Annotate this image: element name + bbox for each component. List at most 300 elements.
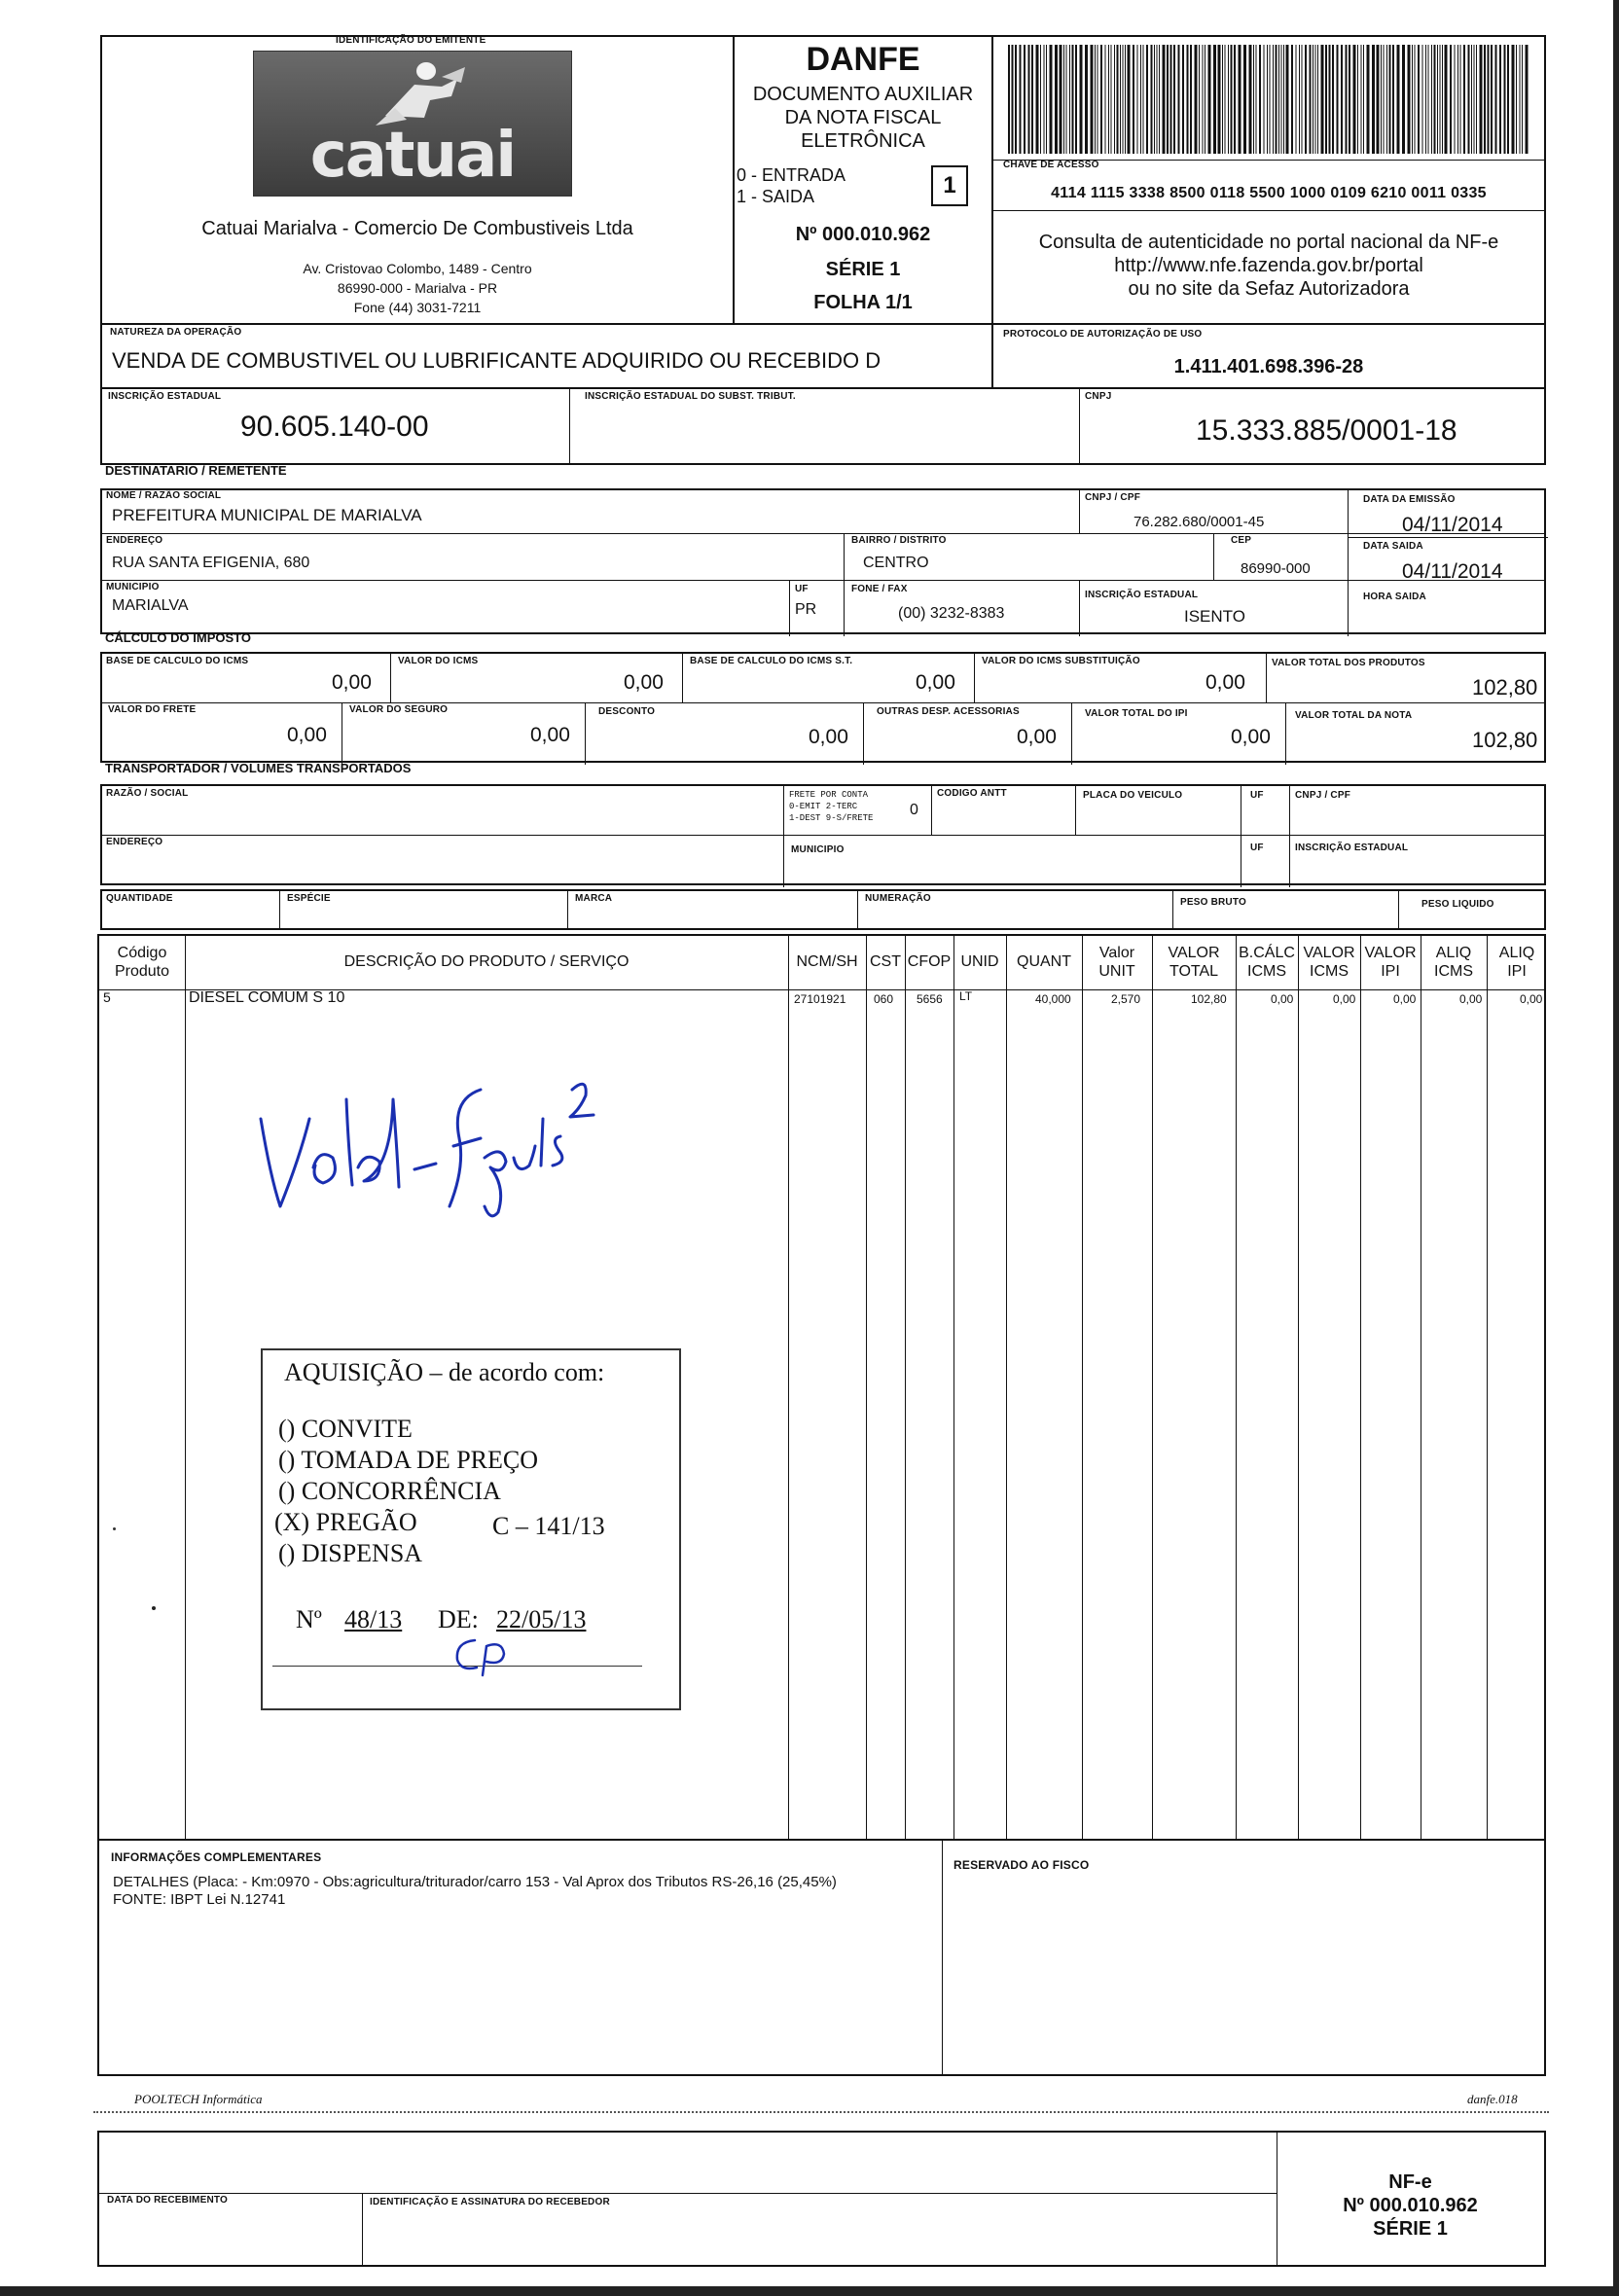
barcode-bar [1291, 45, 1293, 154]
barcode-bar [1440, 45, 1441, 154]
barcode-bar [1028, 45, 1030, 154]
barcode-bar [1317, 45, 1318, 154]
dest-municipio-label: MUNICIPIO [106, 582, 160, 592]
dest-bairro: CENTRO [863, 555, 929, 571]
protocolo-box [991, 323, 1546, 389]
barcode-bar [1203, 45, 1204, 154]
barcode-bar [1085, 45, 1088, 154]
barcode-bar [1418, 45, 1420, 154]
canhoto-nfe: NF-e [1388, 2171, 1432, 2193]
barcode-bar [1450, 45, 1452, 154]
frete-label: VALOR DO FRETE [108, 704, 197, 715]
protocolo-label: PROTOCOLO DE AUTORIZAÇÃO DE USO [1003, 329, 1203, 340]
dest-fone-label: FONE / FAX [851, 584, 908, 594]
barcode-bar [1286, 45, 1289, 154]
barcode-bar [1120, 45, 1121, 154]
barcode-bar [1389, 45, 1391, 154]
cnpj-label: CNPJ [1085, 391, 1112, 402]
barcode-bar [1187, 45, 1189, 154]
barcode-bar [1199, 45, 1200, 154]
barcode-bar [1278, 45, 1279, 154]
barcode-bar [1080, 45, 1083, 154]
stamp-numero-label: Nº [296, 1605, 322, 1633]
barcode-bar [1504, 45, 1506, 154]
col-bcalc: B.CÁLC ICMS [1239, 945, 1295, 980]
danfe-box [733, 35, 993, 325]
barcode-bar [1031, 45, 1033, 154]
barcode-bar [1050, 45, 1053, 154]
emitente-name: Catuai Marialva - Comercio De Combustiveis Ltda [201, 218, 633, 239]
cnpj-value: 15.333.885/0001-18 [1196, 414, 1457, 447]
row-vtotal: 102,80 [1191, 992, 1227, 1006]
informacoes-line-2: FONTE: IBPT Lei N.12741 [113, 1891, 286, 1908]
barcode-bar [1218, 45, 1221, 154]
chave-label: CHAVE DE ACESSO [1003, 160, 1099, 170]
barcode-bar [1178, 45, 1180, 154]
col-vipi: VALOR IPI [1364, 945, 1417, 980]
quantidade-label: QUANTIDADE [106, 893, 173, 904]
barcode-bar [1125, 45, 1126, 154]
dest-bairro-label: BAIRRO / DISTRITO [851, 535, 947, 546]
numeracao-label: NUMERAÇÃO [865, 893, 931, 904]
natureza-value: VENDA DE COMBUSTIVEL OU LUBRIFICANTE ADQUIRIDO OU RECEBIDO D [112, 348, 881, 373]
barcode-bar [1100, 45, 1102, 154]
barcode-bar [1108, 45, 1109, 154]
barcode-bar [1484, 45, 1486, 154]
barcode-bar [1337, 45, 1339, 154]
dest-saida-label: DATA SAIDA [1363, 541, 1423, 552]
imposto-section-label: CÁLCULO DO IMPOSTO [105, 630, 251, 645]
barcode-bar [1163, 45, 1166, 154]
antt-label: CODIGO ANTT [937, 788, 1007, 799]
valor-icms-label: VALOR DO ICMS [398, 656, 479, 666]
barcode-bar [1243, 45, 1246, 154]
barcode-bar [1361, 45, 1362, 154]
transp-cnpj-label: CNPJ / CPF [1295, 790, 1351, 801]
barcode-bar [1520, 45, 1521, 154]
row-bcalc: 0,00 [1271, 992, 1294, 1006]
col-unid: UNID [960, 953, 999, 971]
scan-speck [113, 1527, 116, 1530]
barcode-bar [1408, 45, 1411, 154]
barcode-bar [1228, 45, 1229, 154]
emitente-cep-city: 86990-000 - Marialva - PR [337, 280, 498, 296]
barcode-bar [1434, 45, 1436, 154]
base-icms: 0,00 [332, 671, 372, 694]
barcode-bar [1397, 45, 1400, 154]
transp-uf2-label: UF [1250, 843, 1264, 853]
danfe-title: DANFE [806, 41, 920, 78]
danfe-serie: SÉRIE 1 [825, 259, 901, 280]
col-vicms: VALOR ICMS [1303, 945, 1355, 980]
aquisicao-stamp [261, 1348, 681, 1710]
chave-box [991, 35, 1546, 325]
canhoto-data-label: DATA DO RECEBIMENTO [107, 2195, 228, 2206]
total-nota-label: VALOR TOTAL DA NOTA [1295, 710, 1413, 721]
barcode-bar [1066, 45, 1067, 154]
stamp-line-1: () CONVITE [278, 1415, 413, 1443]
row-vicms: 0,00 [1333, 992, 1356, 1006]
cut-line [93, 2111, 1549, 2113]
dest-cnpj-label: CNPJ / CPF [1085, 492, 1141, 503]
total-nota: 102,80 [1472, 728, 1538, 752]
row-unid: LT [959, 989, 973, 1003]
danfe-subtitle-1: DOCUMENTO AUXILIAR [752, 84, 974, 105]
barcode-bar [1425, 45, 1426, 154]
transportador-box [100, 784, 1546, 885]
barcode-bar [1474, 45, 1475, 154]
barcode-bar [1349, 45, 1350, 154]
canhoto-serie: SÉRIE 1 [1373, 2218, 1448, 2240]
canhoto-numero: Nº 000.010.962 [1343, 2195, 1478, 2216]
natureza-box [100, 323, 993, 389]
dest-nome: PREFEITURA MUNICIPAL DE MARIALVA [112, 506, 422, 524]
barcode-bar [1283, 45, 1284, 154]
transp-ie-label: INSCRIÇÃO ESTADUAL [1295, 843, 1409, 853]
barcode-bar [1526, 45, 1529, 154]
footer-right: danfe.018 [1467, 2092, 1518, 2106]
barcode-bar [1346, 45, 1348, 154]
scan-edge-right [1613, 0, 1619, 2296]
informacoes-line-1: DETALHES (Placa: - Km:0970 - Obs:agricultura/triturador/carro 153 - Val Aprox dos Tributos RS-26,16 (25,45%) [113, 1874, 837, 1890]
barcode-bar [1111, 45, 1112, 154]
ie-st-label: INSCRIÇÃO ESTADUAL DO SUBST. TRIBUT. [585, 391, 796, 402]
canhoto-assinatura-label: IDENTIFICAÇÃO E ASSINATURA DO RECEBEDOR [370, 2197, 610, 2207]
barcode-bar [1460, 45, 1461, 154]
peso-bruto-label: PESO BRUTO [1180, 897, 1246, 908]
barcode-bar [1024, 45, 1025, 154]
stamp-de-label: DE: [438, 1605, 479, 1633]
handwritten-signature [251, 1060, 601, 1226]
stamp-line-4-ref: C – 141/13 [492, 1512, 605, 1540]
barcode-bar [1442, 45, 1443, 154]
frete-por-conta-2: 0-EMIT 2-TERC [789, 802, 858, 811]
destinatario-section-label: DESTINATARIO / REMETENTE [105, 463, 287, 478]
dest-emissao-label: DATA DA EMISSÃO [1363, 494, 1456, 505]
dest-emissao: 04/11/2014 [1402, 514, 1503, 536]
frete-por-conta-1: FRETE POR CONTA [789, 790, 869, 800]
base-st-label: BASE DE CALCULO DO ICMS S.T. [690, 656, 853, 666]
valor-icms: 0,00 [624, 671, 664, 694]
stamp-numero: 48/13 [344, 1605, 403, 1633]
barcode-bar [1363, 45, 1364, 154]
transp-endereco-label: ENDEREÇO [106, 837, 163, 847]
col-ncm: NCM/SH [796, 953, 858, 971]
barcode-bar [1495, 45, 1497, 154]
barcode-bar [1332, 45, 1334, 154]
dest-saida: 04/11/2014 [1402, 560, 1503, 583]
barcode-bar [1516, 45, 1517, 154]
barcode-bar [1445, 45, 1448, 154]
barcode-bar [1072, 45, 1074, 154]
consulta-line-1: Consulta de autenticidade no portal nacional da NF-e [1038, 232, 1499, 253]
transp-uf-label: UF [1250, 790, 1264, 801]
barcode-bar [1305, 45, 1307, 154]
scan-speck [152, 1606, 156, 1610]
barcode-bar [1060, 45, 1062, 154]
dest-uf-label: UF [795, 584, 809, 594]
barcode-bar [1491, 45, 1493, 154]
barcode-bar [1264, 45, 1265, 154]
barcode-bar [1256, 45, 1257, 154]
outras-label: OUTRAS DESP. ACESSORIAS [877, 706, 1020, 717]
stamp-line-3: () CONCORRÊNCIA [278, 1477, 501, 1505]
row-cst: 060 [874, 992, 894, 1006]
barcode-bar [1008, 45, 1010, 154]
barcode-bar [1302, 45, 1303, 154]
barcode-bar [1299, 45, 1300, 154]
barcode-bar [1123, 45, 1124, 154]
seguro-value: 0,00 [530, 724, 570, 746]
barcode-bar [1357, 45, 1358, 154]
barcode-bar [1146, 45, 1148, 154]
barcode-bar [1249, 45, 1252, 154]
imposto-box [100, 652, 1546, 763]
danfe-subtitle-2: DA NOTA FISCAL [784, 107, 942, 128]
desconto-value: 0,00 [809, 726, 848, 748]
barcode-bar [1402, 45, 1405, 154]
col-vtotal: VALOR TOTAL [1168, 945, 1220, 980]
danfe-subtitle-3: ELETRÔNICA [801, 130, 925, 152]
barcode-bar [1457, 45, 1458, 154]
row-ncm: 27101921 [794, 992, 846, 1006]
barcode-bar [1159, 45, 1160, 154]
barcode-bar [1367, 45, 1370, 154]
barcode-bar [1167, 45, 1169, 154]
barcode-bar [1143, 45, 1144, 154]
stamp-title: AQUISIÇÃO – de acordo com: [284, 1358, 605, 1386]
barcode-bar [1273, 45, 1274, 154]
emitente-address: Av. Cristovao Colombo, 1489 - Centro [303, 261, 532, 276]
barcode-bar [1044, 45, 1045, 154]
emitente-box [100, 35, 735, 325]
total-prod: 102,80 [1472, 675, 1538, 700]
natureza-label: NATUREZA DA OPERAÇÃO [110, 327, 242, 338]
barcode-bar [1463, 45, 1465, 154]
barcode-bar [1190, 45, 1192, 154]
dest-cnpj: 76.282.680/0001-45 [1133, 514, 1265, 530]
seguro-label: VALOR DO SEGURO [349, 704, 449, 715]
barcode-bar [1091, 45, 1094, 154]
barcode-bar [1182, 45, 1184, 154]
barcode-bar [1325, 45, 1327, 154]
barcode-bar [1329, 45, 1331, 154]
fisco-label: RESERVADO AO FISCO [953, 1858, 1090, 1872]
barcode-bar [1415, 45, 1416, 154]
barcode-bar [1069, 45, 1070, 154]
valor-st: 0,00 [1205, 671, 1245, 694]
danfe-numero: Nº 000.010.962 [795, 224, 931, 245]
inscricao-row [100, 387, 1546, 465]
barcode-bar [1151, 45, 1153, 154]
barcode-bar [1231, 45, 1233, 154]
base-icms-label: BASE DE CALCULO DO ICMS [106, 656, 249, 666]
barcode-bar [1412, 45, 1413, 154]
barcode-icon [1004, 45, 1535, 154]
barcode-bar [1157, 45, 1158, 154]
valor-st-label: VALOR DO ICMS SUBSTITUIÇÃO [982, 656, 1140, 666]
dest-cep-label: CEP [1231, 535, 1252, 546]
barcode-bar [1468, 45, 1470, 154]
stamp-line-2: () TOMADA DE PREÇO [278, 1446, 539, 1474]
informacoes-label: INFORMAÇÕES COMPLEMENTARES [111, 1850, 322, 1864]
barcode-bar [1381, 45, 1382, 154]
barcode-bar [1476, 45, 1477, 154]
protocolo-value: 1.411.401.698.396-28 [1173, 356, 1364, 377]
danfe-entrada: 0 - ENTRADA [737, 165, 846, 185]
frete-value: 0,00 [287, 724, 327, 746]
ie-label: INSCRIÇÃO ESTADUAL [108, 391, 222, 402]
stamp-line-5: () DISPENSA [278, 1539, 423, 1567]
destinatario-box [100, 488, 1546, 634]
barcode-bar [1225, 45, 1226, 154]
barcode-bar [1455, 45, 1456, 154]
barcode-bar [1315, 45, 1316, 154]
consulta-line-3: ou no site da Sefaz Autorizadora [1128, 278, 1410, 300]
base-st: 0,00 [916, 671, 955, 694]
barcode-bar [1341, 45, 1343, 154]
col-aicms: ALIQ ICMS [1434, 945, 1473, 980]
frete-por-conta-value: 0 [910, 802, 918, 818]
row-codigo: 5 [103, 989, 111, 1005]
stamp-data: 22/05/13 [496, 1605, 587, 1633]
barcode-bar [1480, 45, 1483, 154]
barcode-bar [1097, 45, 1098, 154]
barcode-bar [1386, 45, 1387, 154]
ie-value: 90.605.140-00 [240, 411, 429, 443]
peso-liquido-label: PESO LIQUIDO [1421, 899, 1494, 910]
barcode-bar [1253, 45, 1254, 154]
barcode-bar [1128, 45, 1131, 154]
col-descricao: DESCRIÇÃO DO PRODUTO / SERVIÇO [343, 953, 630, 971]
dest-endereco-label: ENDEREÇO [106, 535, 163, 546]
barcode-bar [1422, 45, 1423, 154]
barcode-bar [1095, 45, 1096, 154]
danfe-folha: FOLHA 1/1 [813, 292, 913, 313]
barcode-bar [1471, 45, 1472, 154]
barcode-bar [1428, 45, 1429, 154]
barcode-bar [1507, 45, 1509, 154]
barcode-bar [1522, 45, 1523, 154]
barcode-bar [1310, 45, 1312, 154]
barcode-bar [1431, 45, 1432, 154]
barcode-bar [1036, 45, 1039, 154]
row-vipi: 0,00 [1393, 992, 1417, 1006]
barcode-bar [1353, 45, 1356, 154]
dest-municipio: MARIALVA [112, 597, 189, 614]
barcode-bar [1117, 45, 1119, 154]
barcode-bar [1137, 45, 1138, 154]
barcode-bar [1321, 45, 1324, 154]
barcode-bar [1281, 45, 1282, 154]
barcode-bar [1046, 45, 1047, 154]
barcode-bar [1222, 45, 1223, 154]
barcode-bar [1075, 45, 1077, 154]
barcode-bar [1392, 45, 1394, 154]
danfe-saida: 1 - SAIDA [737, 187, 815, 206]
barcode-bar [1015, 45, 1017, 154]
barcode-bar [1173, 45, 1175, 154]
row-aicms: 0,00 [1459, 992, 1483, 1006]
total-prod-label: VALOR TOTAL DOS PRODUTOS [1272, 658, 1425, 668]
col-quant: QUANT [1017, 953, 1071, 971]
outras-value: 0,00 [1017, 726, 1057, 748]
row-vunit: 2,570 [1111, 992, 1141, 1006]
col-vunit: Valor UNIT [1098, 945, 1135, 980]
barcode-bar [1512, 45, 1515, 154]
barcode-bar [1276, 45, 1277, 154]
barcode-bar [1114, 45, 1115, 154]
dest-cep: 86990-000 [1241, 560, 1311, 577]
emitente-section-label: IDENTIFICAÇÃO DO EMITENTE [336, 35, 486, 46]
company-logo [253, 51, 572, 197]
ipi-value: 0,00 [1231, 726, 1271, 748]
barcode-bar [1259, 45, 1261, 154]
footer-left: POOLTECH Informática [134, 2092, 263, 2106]
barcode-bar [1267, 45, 1268, 154]
barcode-bar [1377, 45, 1380, 154]
barcode-bar [1063, 45, 1064, 154]
dest-ie-label: INSCRIÇÃO ESTADUAL [1085, 590, 1199, 600]
barcode-bar [1154, 45, 1155, 154]
row-quant: 40,000 [1035, 992, 1071, 1006]
barcode-bar [1133, 45, 1134, 154]
especie-label: ESPÉCIE [287, 893, 331, 904]
col-cfop: CFOP [907, 953, 952, 971]
barcode-bar [1170, 45, 1172, 154]
barcode-bar [1437, 45, 1438, 154]
barcode-bar [1208, 45, 1211, 154]
col-aipi: ALIQ IPI [1498, 945, 1535, 980]
barcode-bar [1488, 45, 1490, 154]
dest-ie: ISENTO [1184, 607, 1245, 626]
danfe-tipo-box: 1 [931, 165, 968, 206]
placa-label: PLACA DO VEICULO [1083, 790, 1183, 801]
barcode-bar [1234, 45, 1236, 154]
barcode-bar [1372, 45, 1375, 154]
marca-label: MARCA [575, 893, 613, 904]
scan-edge-bottom [0, 2286, 1619, 2296]
informacoes-box [97, 1839, 1546, 2076]
barcode-bar [1012, 45, 1014, 154]
barcode-bar [1055, 45, 1058, 154]
dest-uf: PR [795, 601, 817, 618]
stamp-line-4: (X) PREGÃO [274, 1508, 417, 1536]
col-cst: CST [870, 953, 901, 971]
barcode-bar [1195, 45, 1198, 154]
logo-text: catuai [309, 120, 516, 192]
transp-razao-label: RAZÃO / SOCIAL [106, 788, 189, 799]
col-codigo: Código Produto [114, 945, 170, 980]
row-descricao: DIESEL COMUM S 10 [189, 989, 345, 1006]
barcode-bar [1296, 45, 1297, 154]
row-cfop: 5656 [917, 992, 943, 1006]
volumes-box [100, 889, 1546, 930]
barcode-bar [1499, 45, 1501, 154]
consulta-line-2: http://www.nfe.fazenda.gov.br/portal [1114, 255, 1423, 276]
barcode-bar [1040, 45, 1041, 154]
canhoto-box [97, 2131, 1546, 2267]
barcode-bar [1020, 45, 1022, 154]
dest-fone: (00) 3232-8383 [898, 605, 1005, 622]
transp-municipio-label: MUNICIPIO [791, 844, 845, 855]
ipi-label: VALOR TOTAL DO IPI [1085, 708, 1188, 719]
barcode-bar [1140, 45, 1141, 154]
barcode-bar [1213, 45, 1216, 154]
barcode-bar [1239, 45, 1241, 154]
transportador-section-label: TRANSPORTADOR / VOLUMES TRANSPORTADOS [105, 761, 412, 775]
desconto-label: DESCONTO [598, 706, 656, 717]
